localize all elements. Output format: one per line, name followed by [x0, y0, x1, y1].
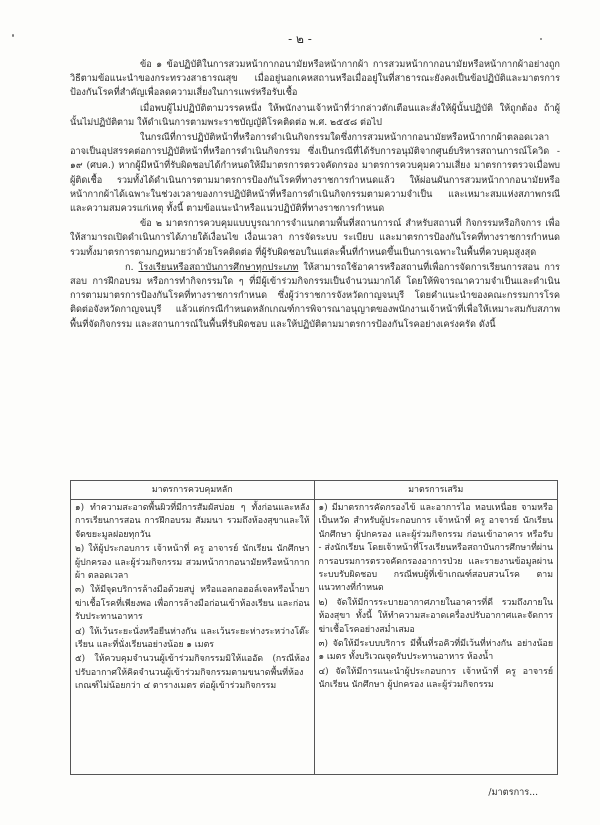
extra-measures-cell: [314, 500, 558, 775]
paragraph-exemption: ในกรณีที่การปฏิบัติหน้าที่หรือการดำเนินกิจกรรมใดซึ่งการสวมหน้ากากอนามัยหรือหน้ากากผ้าตลอดเวลาอาจเป็นอุปสรรคต่อการปฏิบัติหน้าที่หรือการดำเนินกิจกรรม ซึ่งเป็นกรณีที่ได้รับการอนุมัติจากศูนย์บริหารสถานการณ์โควิด - ๑๙ (ศบค.) หากผู้มีหน้าที่รับผิดชอบได้กำหนดให้มีมาตรการตรวจคัดกรอง มาตรการควบคุมความเสี่ยง มาตรการตรวจเมื่อพบผู้ติดเชื้อ รวมทั้งได้ดำเนินการตามมาตรการป้องกันโรคที่ทางราชการกำหนดแล้ว ให้ผ่อนผันการสวมหน้ากากอนามัยหรือหน้ากากผ้าได้เฉพาะในช่วงเวลาของการปฏิบัติหน้าที่หรือการดำเนินกิจกรรมตามความจำเป็น และเหมาะสมแห่งสภาพกรณีและความสมควรแก่เหตุ ทั้งนี้ ตามข้อแนะนำหรือแนวปฏิบัติที่ทางราชการกำหนด: [70, 132, 560, 215]
paragraph-integrated-measures: ข้อ ๒ มาตรการควบคุมแบบบูรณาการจำแนกตามพื้นที่สถานการณ์ สำหรับสถานที่ กิจกรรมหรือกิจการ เพื่อให้สามารถเปิดดำเนินการได้ภายใต้เงื่อนไข เงื่อนเวลา การจัดระบบ ระเบียบ และมาตรการป้องกันโรคที่ทางราชการกำหนด รวมทั้งมาตรการตามกฎหมายว่าด้วยโรคติดต่อ ที่ผู้รับผิดชอบในแต่ละพื้นที่กำหนดขึ้นเป็นการเฉพาะในพื้นที่ควบคุมสูงสุด: [70, 218, 560, 258]
paragraph-enforcement: เมื่อพบผู้ไม่ปฏิบัติตามวรรคหนึ่ง ให้พนักงานเจ้าหน้าที่ว่ากล่าวตักเตือนและสั่งให้ผู้นั้นปฏิบัติ ให้ถูกต้อง ถ้าผู้นั้นไม่ปฏิบัติตาม ให้ดำเนินการตามพระราชบัญญัติโรคติดต่อ พ.ศ. ๒๕๕๘ ต่อไป: [70, 102, 560, 128]
schools-text: ให้สามารถใช้อาคารหรือสถานที่เพื่อการจัดการเรียนการสอน การสอบ การฝึกอบรม หรือการทำกิจกรรมใด ๆ ที่มีผู้เข้าร่วมกิจกรรมเป็นจำนวนมากได้ โดยให้พิจารณาความจำเป็นและดำเนินการตามมาตรการป้องกันโรคที่ทางราชการกำหนด ซึ่งผู้ว่าราชการจังหวัดกาญจนบุรี โดยคำแนะนำของคณะกรรมการโรคติดต่อจังหวัดกาญจนบุรี แล้วแต่กรณีกำหนดหลักเกณฑ์การพิจารณาอนุญาตของพนักงานเจ้าหน้าที่เพื่อให้เหมาะสมกับสภาพพื้นที่จัดกิจกรรม และสถานการณ์ในพื้นที่รับผิดชอบ และให้ปฏิบัติตามมาตรการป้องกันโรคอย่างเคร่งครัด ดังนี้: [70, 261, 560, 330]
extra-measure-item: ๑) มีมาตรการคัดกรองไข้ และอาการไอ หอบเหนื่อย จามหรือเป็นหวัด สำหรับผู้ประกอบการ เจ้าหน้าที่ ครู อาจารย์ นักเรียน นักศึกษา ผู้ปกครอง และผู้ร่วมกิจกรรม ก่อนเข้าอาคาร หรือรับ - ส่งนักเรียน โดยเจ้าหน้าที่โรงเรียนหรือสถาบันการศึกษาที่ผ่านการอบรมการตรวจคัดกรองอาการป่วย และรายงานข้อมูลผ่านระบบรับผิดชอบ กรณีพบผู้ที่เข้าเกณฑ์สอบสวนโรค ตามแนวทางที่กำหนด: [318, 503, 553, 594]
header-extra-measures: มาตรการเสริม: [314, 481, 558, 500]
header-main-measures: มาตรการควบคุมหลัก: [71, 481, 315, 500]
main-measure-item: ๔) ให้เว้นระยะนั่งหรือยืนห่างกัน และเว้นระยะห่างระหว่างโต๊ะเรียน และที่นั่งเรียนอย่างน้อย ๑ เมตร: [75, 626, 310, 651]
main-measures-cell: [71, 500, 315, 775]
paragraph-mask-guidelines: ข้อ ๑ ข้อปฏิบัติในการสวมหน้ากากอนามัยหรือหน้ากากผ้า การสวมหน้ากากอนามัยหรือหน้ากากผ้าอย่างถูกวิธีตามข้อแนะนำของกระทรวงสาธารณสุข เมื่ออยู่นอกเคหสถานหรือเมื่ออยู่ในที่สาธารณะยังคงเป็นข้อปฏิบัติและมาตรการป้องกันโรคที่สำคัญเพื่อลดความเสี่ยงในการแพร่หรือรับเชื้อ: [70, 59, 560, 99]
main-measure-item: ๓) ให้มีจุดบริการล้างมือด้วยสบู่ หรือแอลกอฮอล์เจลหรือน้ำยาฆ่าเชื้อโรคที่เพียงพอ เพื่อการล้างมือก่อนเข้าห้องเรียน และก่อนรับประทานอาหาร: [75, 585, 310, 623]
schools-heading: โรงเรียนหรือสถาบันการศึกษาทุกประเภท: [138, 261, 299, 273]
page-number: - ๒ -: [288, 32, 312, 46]
extra-measure-item: ๒) จัดให้มีการระบายอากาศภายในอาคารที่ดี รวมถึงภายในห้องสุขา ทั้งนี้ ให้ทำความสะอาดเครื่องปรับอากาศและจัดการฆ่าเชื้อโรคอย่างสม่ำเสมอ: [318, 597, 553, 635]
continuation-note: /มาตรการ...: [488, 787, 538, 798]
paragraph-schools: [70, 261, 560, 332]
document-body: [70, 58, 560, 333]
main-measure-item: ๒) ให้ผู้ประกอบการ เจ้าหน้าที่ ครู อาจารย์ นักเรียน นักศึกษา ผู้ปกครอง และผู้ร่วมกิจกรรม สวมหน้ากากอนามัยหรือหน้ากากผ้า ตลอดเวลา: [75, 544, 310, 582]
schools-prefix: ก.: [125, 261, 134, 273]
main-measure-item: ๑) ทำความสะอาดพื้นผิวที่มีการสัมผัสบ่อย ๆ ทั้งก่อนและหลังการเรียนการสอน การฝึกอบรม สัมมนา รวมถึงห้องสุขาและให้จัดขยะมูลฝอยทุกวัน: [75, 503, 310, 540]
table-row: [71, 500, 558, 775]
extra-measure-item: ๔) จัดให้มีการแนะนำผู้ประกอบการ เจ้าหน้าที่ ครู อาจารย์ นักเรียน นักศึกษา ผู้ปกครอง และผู้ร่วมกิจกรรม: [318, 666, 553, 691]
table-header-row: [71, 481, 558, 500]
extra-measure-item: ๓) จัดให้มีระบบบริการ มีพื้นที่รอคิวที่มีเว้นที่ห่างกัน อย่างน้อย ๑ เมตร ทั้งบริเวณจุดรับประทานอาหาร ห้องน้ำ: [318, 639, 553, 663]
measures-table: [70, 480, 558, 775]
main-measure-item: ๕) ให้ควบคุมจำนวนผู้เข้าร่วมกิจกรรมมิให้แออัด (กรณีห้องปรับอากาศให้คิดจำนวนผู้เข้าร่วมกิจกรรมตามขนาดพื้นที่ห้อง เกณฑ์ไม่น้อยกว่า ๔ ตารางเมตร ต่อผู้เข้าร่วมกิจกรรม: [75, 654, 310, 692]
